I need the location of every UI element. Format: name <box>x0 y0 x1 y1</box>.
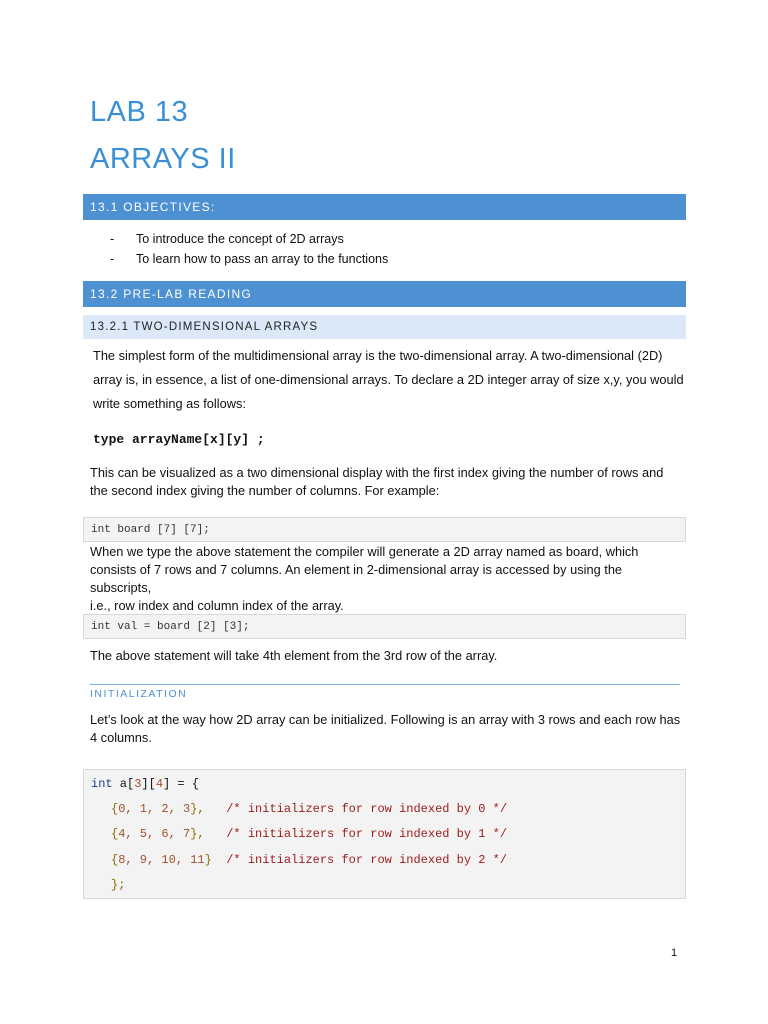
initialization-paragraph <box>90 711 685 747</box>
code-line-declaration <box>91 777 199 791</box>
row-values: 4, 5, 6, 7 <box>118 827 191 841</box>
paragraph-line: When we type the above statement the compiler will generate a 2D array named as board, which <box>90 544 639 559</box>
initialization-heading: INITIALIZATION <box>90 688 188 700</box>
array-initialization-code <box>83 769 686 899</box>
two-dim-intro-paragraph <box>93 344 688 416</box>
board-declaration-code: int board [7] [7]; <box>83 517 686 542</box>
code-line-closing: }; <box>111 878 126 892</box>
paragraph-line: i.e., row index and column index of the array. <box>90 598 344 613</box>
code-text: ][ <box>141 777 156 791</box>
element-access-code: int val = board [2] [3]; <box>83 614 686 639</box>
compiler-paragraph <box>90 543 685 615</box>
array-declaration-syntax: type arrayName[x][y] ; <box>93 432 265 447</box>
paragraph-line: Let’s look at the way how 2D array can be initialized. Following is an array with 3 rows and each row has <box>90 712 681 727</box>
code-keyword: int <box>91 777 113 791</box>
bullet-dash: - <box>110 252 115 266</box>
code-number: 3 <box>134 777 142 791</box>
paragraph-line: the second index giving the number of columns. For example: <box>90 483 440 498</box>
lab-number-title: LAB 13 <box>90 96 189 128</box>
objective-item <box>110 249 388 269</box>
code-text: ] = { <box>163 777 200 791</box>
row-comment: /* initializers for row indexed by 1 */ <box>226 827 508 841</box>
paragraph-line: array is, in essence, a list of one-dimensional arrays. To declare a 2D integer array of size x,y, you would <box>93 372 684 387</box>
visualization-paragraph <box>90 464 685 500</box>
paragraph-line: This can be visualized as a two dimensional display with the first index giving the number of rows and <box>90 465 664 480</box>
row-comment: /* initializers for row indexed by 2 */ <box>226 853 508 867</box>
objective-text: To learn how to pass an array to the functions <box>136 252 389 266</box>
section-divider <box>90 684 680 685</box>
row-comment: /* initializers for row indexed by 0 */ <box>226 802 508 816</box>
lab-topic-title: ARRAYS II <box>90 143 236 175</box>
paragraph-line: The simplest form of the multidimensional array is the two-dimensional array. A two-dimensional (2D) <box>93 348 663 363</box>
objectives-list <box>110 229 388 269</box>
row-values: 8, 9, 10, 11 <box>118 853 205 867</box>
element-note-paragraph: The above statement will take 4th element from the 3rd row of the array. <box>90 648 498 663</box>
code-number: 4 <box>155 777 164 791</box>
row-values: 0, 1, 2, 3 <box>118 802 191 816</box>
prelab-heading: 13.2 PRE-LAB READING <box>83 281 686 307</box>
code-text: a[ <box>112 777 135 791</box>
paragraph-line: 4 columns. <box>90 730 152 745</box>
code-line-row: {0, 1, 2, 3}, /* initializers for row indexed by 0 */ <box>111 802 508 816</box>
two-dim-arrays-subheading: 13.2.1 TWO-DIMENSIONAL ARRAYS <box>83 315 686 339</box>
bullet-dash: - <box>110 232 115 246</box>
code-line-row: {8, 9, 10, 11} /* initializers for row indexed by 2 */ <box>111 853 508 867</box>
paragraph-line: consists of 7 rows and 7 columns. An element in 2-dimensional array is accessed by using the subscripts, <box>90 562 623 595</box>
objective-text: To introduce the concept of 2D arrays <box>136 232 344 246</box>
objectives-heading: 13.1 OBJECTIVES: <box>83 194 686 220</box>
page-number: 1 <box>671 947 678 959</box>
code-line-row: {4, 5, 6, 7}, /* initializers for row indexed by 1 */ <box>111 827 508 841</box>
objective-item <box>110 229 388 249</box>
paragraph-line: write something as follows: <box>93 396 246 411</box>
